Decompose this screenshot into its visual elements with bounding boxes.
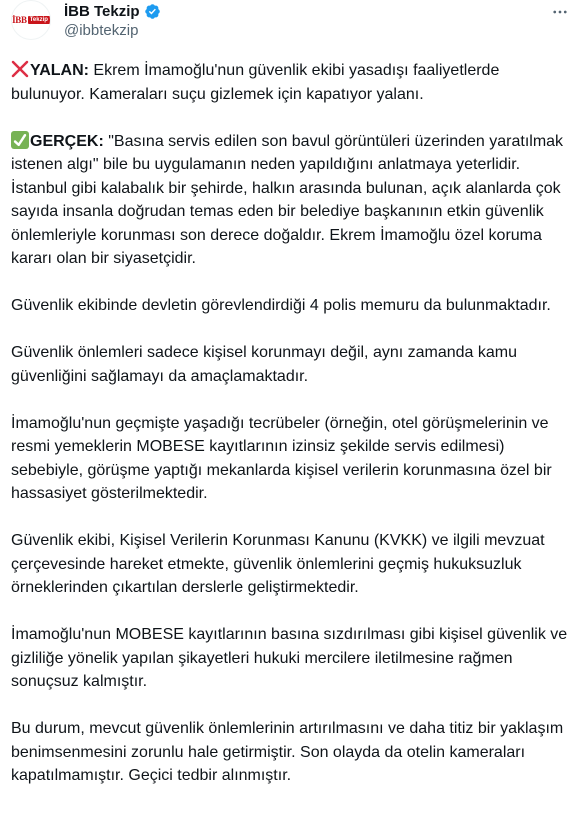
body-paragraph: Güvenlik ekibinde devletin görevlendirdiği 4 polis memuru da bulunmaktadır. xyxy=(11,297,551,314)
more-options-icon[interactable] xyxy=(550,2,570,22)
author-info xyxy=(64,1,161,39)
logo-mark: İBB xyxy=(12,15,27,25)
name-row xyxy=(64,1,161,21)
more-dots xyxy=(551,3,569,21)
gercek-text: "Basına servis edilen son bavul görüntüleri üzerinden yaratılmak istenen algı" bile bu uygulamanın neden yapıldığını anlatmaya yeterlidir. İstanbul gibi kalabalık bir şehirde, halkın arasında bulunan, açık alanlarda çok sayıda insanla doğrudan temas eden bir belediye başkanının etkin güvenlik önlemleriyle korunması son derece doğaldır. Ekrem İmamoğlu özel koruma kararı olan bir siyasetçidir. xyxy=(11,132,564,267)
cross-mark-icon xyxy=(11,60,29,78)
yalan-text: Ekrem İmamoğlu'nun güvenlik ekibi yasadışı faaliyetlerde bulunuyor. Kameraları suçu gizlemek için kapatıyor yalanı. xyxy=(11,62,500,103)
ibb-logo xyxy=(12,15,50,25)
gercek-paragraph xyxy=(11,130,571,271)
yalan-paragraph xyxy=(11,59,571,106)
body-paragraph: Güvenlik önlemleri sadece kişisel korunmayı değil, aynı zamanda kamu güvenliğini sağlamayı da amaçlamaktadır. xyxy=(11,344,518,385)
check-mark-icon xyxy=(11,131,29,149)
display-name[interactable]: İBB Tekzip xyxy=(64,2,140,20)
verified-badge-icon xyxy=(144,3,161,20)
tweet-header xyxy=(11,0,570,52)
body-paragraph: Güvenlik ekibi, Kişisel Verilerin Korunması Kanunu (KVKK) ve ilgili mevzuat çerçevesinde hareket etmekte, güvenlik önlemlerini geçmiş hukuksuzluk örneklerinden çıkartılan derslerle geliştirmektedir. xyxy=(11,532,545,596)
avatar[interactable] xyxy=(11,0,51,40)
logo-box: Tekzip xyxy=(29,17,48,23)
body-paragraph: İmamoğlu'nun geçmişte yaşadığı tecrübeler (örneğin, otel görüşmelerinin ve resmi yemeklerin MOBESE kayıtlarının izinsiz şekilde servis edilmesi) sebebiyle, görüşme yaptığı mekanlarda kişisel verilerin korunmasına özel bir hassasiyet gösterilmektedir. xyxy=(11,414,552,502)
body-paragraph: İmamoğlu'nun MOBESE kayıtlarının basına sızdırılması gibi kişisel güvenlik ve gizliliğe yönelik yapılan şikayetleri hukuki mercilere iletilmesine rağmen sonuçsuz kalmıştır. xyxy=(11,626,568,690)
tweet-text xyxy=(11,59,571,788)
body-paragraph: Bu durum, mevcut güvenlik önlemlerinin artırılmasını ve daha titiz bir yaklaşım benimsenmesini zorunlu hale getirmiştir. Son olayda da otelin kameraları kapatılmamıştır. Geçici tedbir alınmıştır. xyxy=(11,720,564,784)
handle[interactable]: @ibbtekzip xyxy=(64,22,139,39)
gercek-label: GERÇEK: xyxy=(30,132,104,150)
yalan-label: YALAN: xyxy=(30,62,89,79)
